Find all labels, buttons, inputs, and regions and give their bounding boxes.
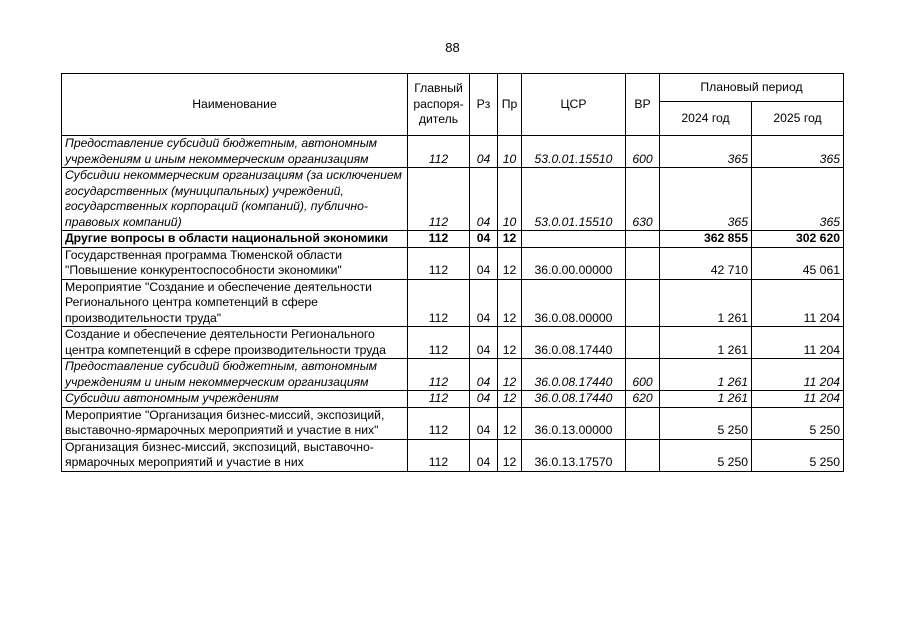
- cell-csr: 53.0.01.15510: [522, 168, 626, 231]
- cell-vr: 600: [626, 136, 660, 168]
- cell-rz: 04: [470, 439, 498, 471]
- cell-vr: 620: [626, 391, 660, 408]
- table-body: [62, 136, 844, 472]
- cell-vr: 600: [626, 359, 660, 391]
- cell-admin: 112: [408, 439, 470, 471]
- table-row: [62, 439, 844, 471]
- cell-pr: 12: [498, 359, 522, 391]
- cell-vr: [626, 439, 660, 471]
- cell-2025: 365: [752, 168, 844, 231]
- cell-2024: 1 261: [660, 391, 752, 408]
- table-row: [62, 279, 844, 327]
- cell-admin: 112: [408, 391, 470, 408]
- cell-rz: 04: [470, 279, 498, 327]
- cell-pr: 12: [498, 407, 522, 439]
- cell-pr: 12: [498, 327, 522, 359]
- header-row: [62, 74, 844, 102]
- header-csr: ЦСР: [522, 74, 626, 136]
- cell-name: Субсидии автономным учреждениям: [62, 391, 408, 408]
- cell-vr: [626, 327, 660, 359]
- cell-rz: 04: [470, 327, 498, 359]
- cell-pr: 12: [498, 391, 522, 408]
- cell-rz: 04: [470, 247, 498, 279]
- cell-csr: 53.0.01.15510: [522, 136, 626, 168]
- table-row: [62, 168, 844, 231]
- cell-rz: 04: [470, 359, 498, 391]
- cell-2024: 42 710: [660, 247, 752, 279]
- table-row: [62, 391, 844, 408]
- cell-2025: 11 204: [752, 359, 844, 391]
- cell-csr: 36.0.13.17570: [522, 439, 626, 471]
- cell-name: Предоставление субсидий бюджетным, автономным учреждениям и иным некоммерческим организациям: [62, 359, 408, 391]
- cell-pr: 10: [498, 168, 522, 231]
- cell-admin: 112: [408, 359, 470, 391]
- cell-rz: 04: [470, 231, 498, 248]
- cell-admin: 112: [408, 136, 470, 168]
- cell-csr: 36.0.13.00000: [522, 407, 626, 439]
- cell-pr: 12: [498, 247, 522, 279]
- cell-2025: 11 204: [752, 279, 844, 327]
- cell-name: Мероприятие "Создание и обеспечение деятельности Регионального центра компетенций в сфере производительности труда": [62, 279, 408, 327]
- cell-vr: [626, 407, 660, 439]
- cell-2025: 5 250: [752, 407, 844, 439]
- cell-admin: 112: [408, 407, 470, 439]
- cell-2025: 45 061: [752, 247, 844, 279]
- table-row: [62, 247, 844, 279]
- cell-2025: 11 204: [752, 327, 844, 359]
- cell-csr: 36.0.00.00000: [522, 247, 626, 279]
- cell-rz: 04: [470, 168, 498, 231]
- cell-name: Предоставление субсидий бюджетным, автономным учреждениям и иным некоммерческим организациям: [62, 136, 408, 168]
- cell-pr: 12: [498, 231, 522, 248]
- cell-vr: [626, 247, 660, 279]
- cell-admin: 112: [408, 231, 470, 248]
- cell-admin: 112: [408, 168, 470, 231]
- cell-2024: 1 261: [660, 327, 752, 359]
- cell-pr: 12: [498, 279, 522, 327]
- cell-name: Другие вопросы в области национальной экономики: [62, 231, 408, 248]
- cell-2024: 365: [660, 168, 752, 231]
- header-pr: Пр: [498, 74, 522, 136]
- cell-2024: 1 261: [660, 279, 752, 327]
- cell-pr: 12: [498, 439, 522, 471]
- cell-rz: 04: [470, 391, 498, 408]
- cell-admin: 112: [408, 247, 470, 279]
- table-row: [62, 359, 844, 391]
- cell-2025: 365: [752, 136, 844, 168]
- cell-2024: 1 261: [660, 359, 752, 391]
- cell-admin: 112: [408, 327, 470, 359]
- cell-2025: 11 204: [752, 391, 844, 408]
- cell-csr: 36.0.08.17440: [522, 391, 626, 408]
- table-row: [62, 136, 844, 168]
- cell-vr: [626, 231, 660, 248]
- budget-table: [61, 73, 844, 472]
- cell-pr: 10: [498, 136, 522, 168]
- header-vr: ВР: [626, 74, 660, 136]
- cell-2024: 365: [660, 136, 752, 168]
- header-admin: Главный распоря-дитель: [408, 74, 470, 136]
- cell-2025: 5 250: [752, 439, 844, 471]
- header-name: Наименование: [62, 74, 408, 136]
- cell-csr: [522, 231, 626, 248]
- cell-name: Субсидии некоммерческим организациям (за исключением государственных (муниципальных) учреждений, государственных корпораций (компаний), публично-правовых компаний): [62, 168, 408, 231]
- cell-2024: 5 250: [660, 439, 752, 471]
- page-number: 88: [445, 40, 460, 55]
- header-year-2025: 2025 год: [752, 102, 844, 136]
- header-year-2024: 2024 год: [660, 102, 752, 136]
- header-rz: Рз: [470, 74, 498, 136]
- table-row: [62, 231, 844, 248]
- cell-csr: 36.0.08.17440: [522, 327, 626, 359]
- cell-2025: 302 620: [752, 231, 844, 248]
- cell-name: Государственная программа Тюменской области "Повышение конкурентоспособности экономики": [62, 247, 408, 279]
- cell-csr: 36.0.08.00000: [522, 279, 626, 327]
- cell-vr: 630: [626, 168, 660, 231]
- cell-name: Мероприятие "Организация бизнес-миссий, экспозиций, выставочно-ярмарочных мероприятий и участие в них": [62, 407, 408, 439]
- cell-2024: 362 855: [660, 231, 752, 248]
- header-planned-period: Плановый период: [660, 74, 844, 102]
- table-row: [62, 327, 844, 359]
- cell-admin: 112: [408, 279, 470, 327]
- cell-vr: [626, 279, 660, 327]
- cell-name: Организация бизнес-миссий, экспозиций, выставочно-ярмарочных мероприятий и участие в них: [62, 439, 408, 471]
- cell-rz: 04: [470, 407, 498, 439]
- cell-csr: 36.0.08.17440: [522, 359, 626, 391]
- cell-name: Создание и обеспечение деятельности Регионального центра компетенций в сфере производительности труда: [62, 327, 408, 359]
- table-row: [62, 407, 844, 439]
- cell-2024: 5 250: [660, 407, 752, 439]
- cell-rz: 04: [470, 136, 498, 168]
